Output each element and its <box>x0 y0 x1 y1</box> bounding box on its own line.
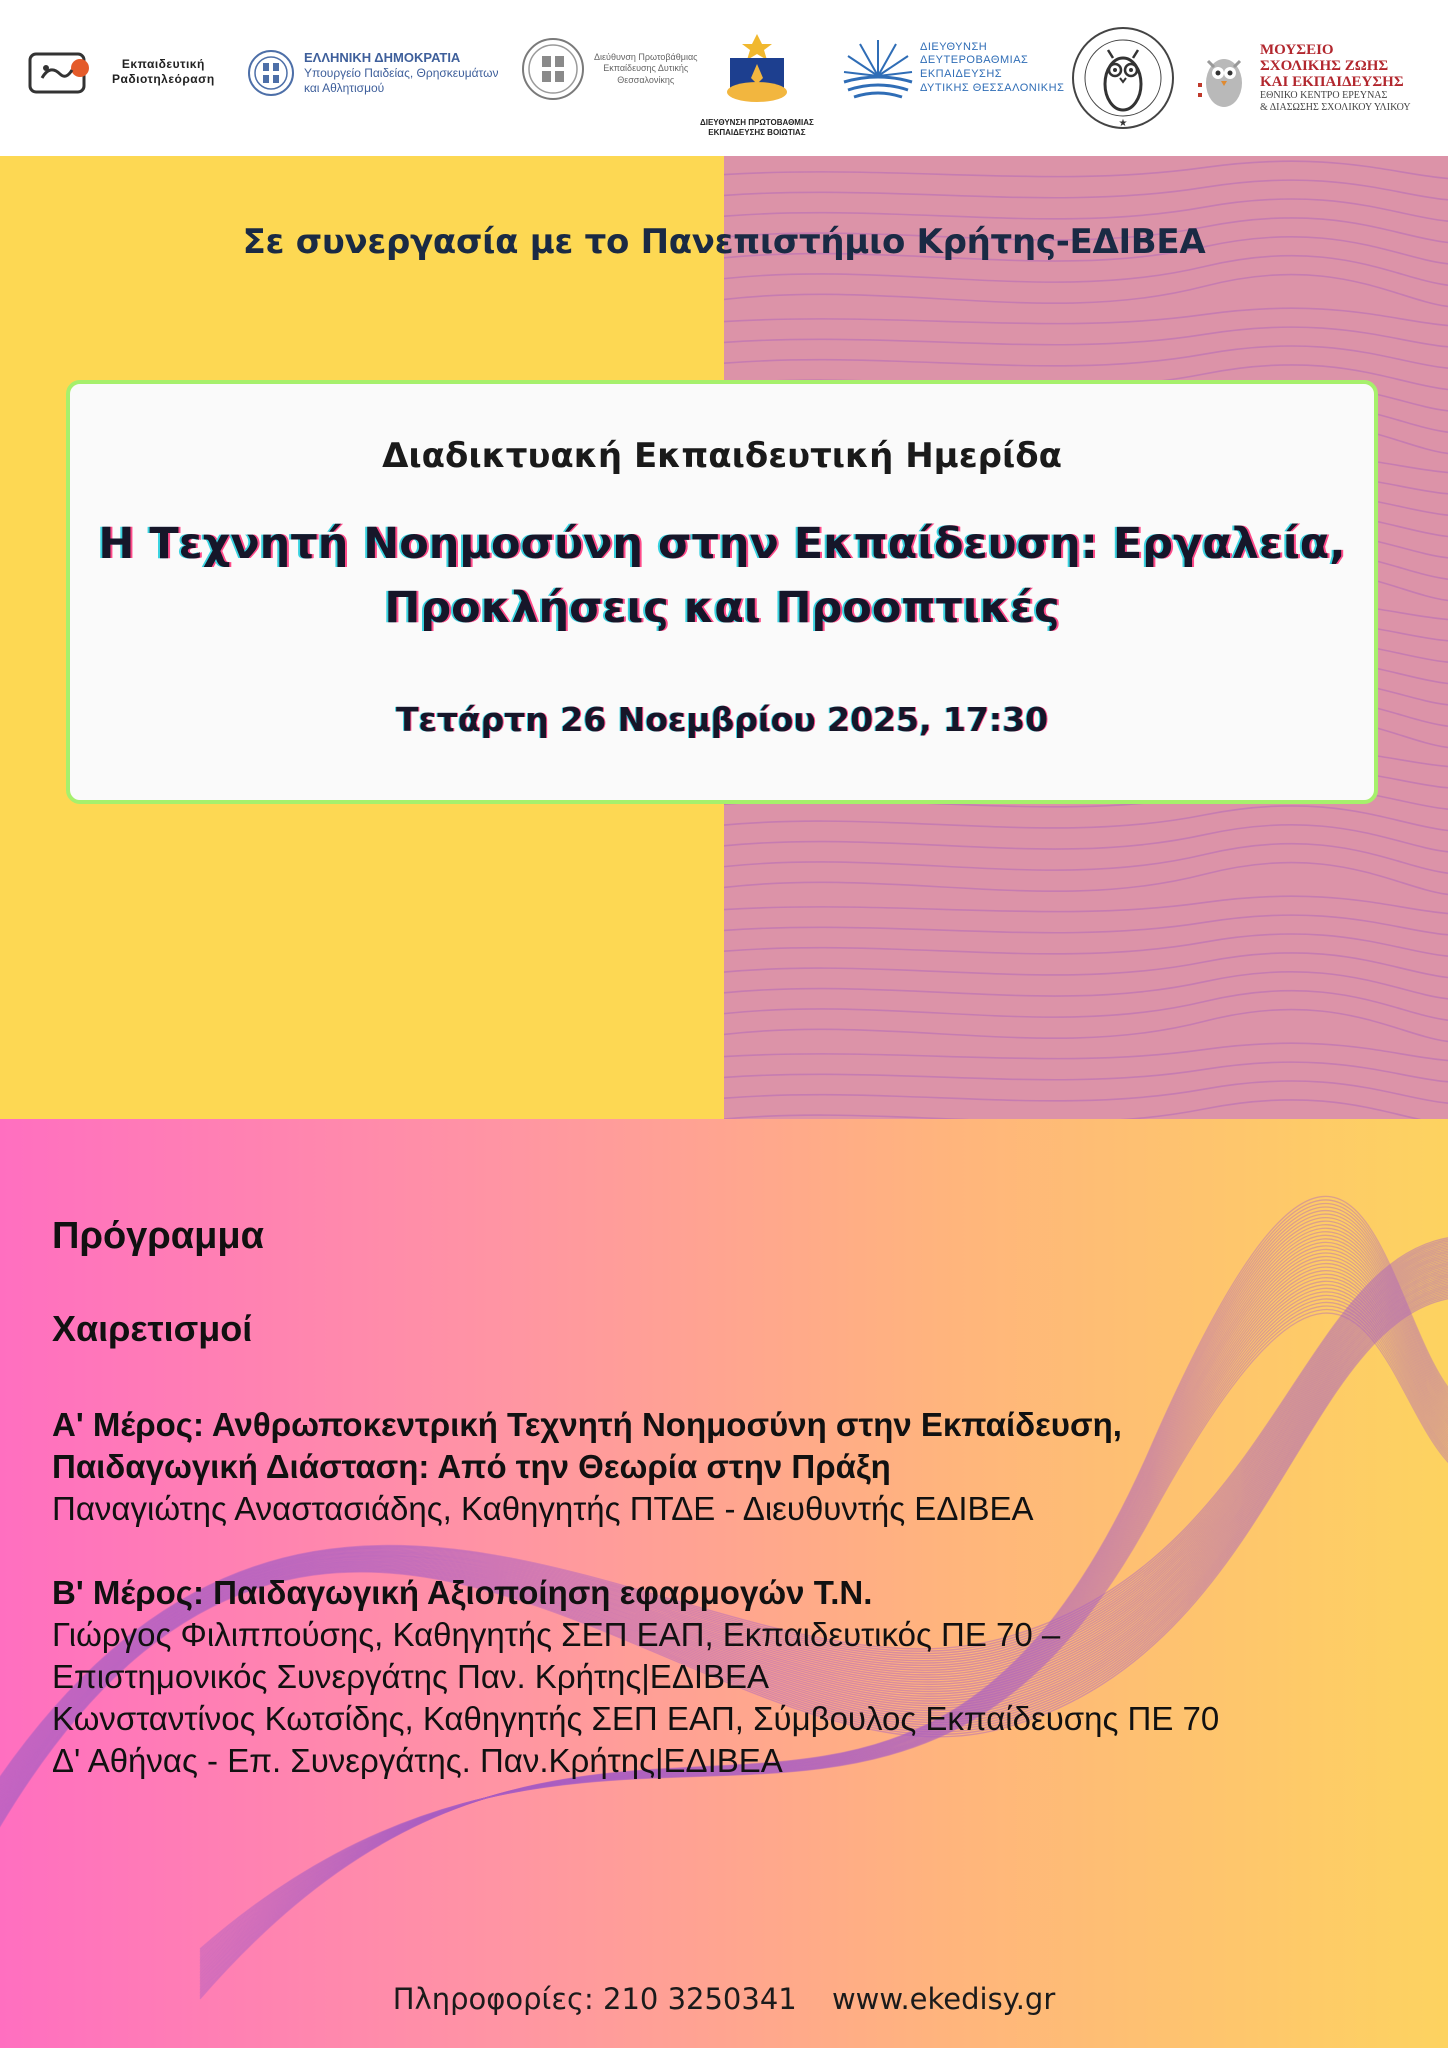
welcome-item: Χαιρετισμοί <box>52 1308 253 1349</box>
sunburst-icon <box>842 36 914 100</box>
part-b-speaker-1a: Γιώργος Φιλιππούσης, Καθηγητής ΣΕΠ ΕΑΠ, Εκπαιδευτικός ΠΕ 70 – <box>52 1616 1061 1653</box>
dpe-viotia-logo <box>700 30 814 138</box>
partner-line: Σε συνεργασία με το Πανεπιστήμιο Κρήτης-ΕΔΙΒΕΑ <box>242 222 1206 262</box>
dde-west-line1: ΔΙΕΥΘΥΝΣΗ <box>920 40 988 53</box>
part-b-speaker-2b: Δ' Αθήνας - Επ. Συνεργάτης. Παν.Κρήτης|ΕΔΙΒΕΑ <box>52 1742 783 1779</box>
edu-tv-logo <box>28 48 215 96</box>
owl-icon <box>1194 43 1252 113</box>
event-title-line1: Η Τεχνητή Νοημοσύνη στην Εκπαίδευση: Εργαλεία, <box>98 519 1346 569</box>
part-a-title-line2: Παιδαγωγική Διάσταση: Από την Θεωρία στην Πράξη <box>52 1448 891 1485</box>
dde-west-line3: ΕΚΠΑΙΔΕΥΣΗΣ <box>920 68 1003 80</box>
dde-west-thessaloniki-logo <box>842 36 1064 100</box>
ministry-line3: και Αθλητισμού <box>304 81 385 96</box>
owl-seal-logo <box>1068 22 1178 134</box>
dde-west-line4: ΔΥΤΙΚΗΣ ΘΕΣΣΑΛΟΝΙΚΗΣ <box>920 81 1065 94</box>
greek-emblem-icon <box>520 36 586 102</box>
dpe-viotia-line2: ΕΚΠΑΙΔΕΥΣΗΣ ΒΟΙΩΤΙΑΣ <box>708 128 806 137</box>
footer-website[interactable]: www.ekedisy.gr <box>831 1982 1056 2016</box>
owl-shield-icon <box>712 30 802 116</box>
museum-line5: & ΔΙΑΣΩΣΗΣ ΣΧΟΛΙΚΟΥ ΥΛΙΚΟΥ <box>1260 102 1411 113</box>
program-part-b <box>52 1572 1422 1782</box>
part-b-speaker-2a: Κωνσταντίνος Κωτσίδης, Καθηγητής ΣΕΠ ΕΑΠ, Σύμβουλος Εκπαίδευσης ΠΕ 70 <box>52 1700 1220 1737</box>
program-section <box>52 1215 1422 1824</box>
part-b-title: Β' Μέρος: Παιδαγωγική Αξιοποίηση εφαρμογών Τ.Ν. <box>52 1574 873 1611</box>
event-date: Τετάρτη 26 Νοεμβρίου 2025, 17:30 <box>395 700 1049 739</box>
edu-tv-icon <box>28 48 94 96</box>
dpe-west-line3: Θεσσαλονίκης <box>617 74 675 85</box>
greek-emblem-icon <box>246 48 296 98</box>
ministry-logo <box>246 48 499 98</box>
dpe-west-line2: Εκπαίδευσης Δυτικής <box>603 63 689 74</box>
ministry-line1: ΕΛΛΗΝΙΚΗ ΔΗΜΟΚΡΑΤΙΑ <box>304 49 461 65</box>
edu-tv-line2: Ραδιοτηλεόραση <box>112 72 215 86</box>
museum-line2: ΣΧΟΛΙΚΗΣ ΖΩΗΣ <box>1260 58 1389 74</box>
museum-line1: ΜΟΥΣΕΙΟ <box>1260 42 1334 58</box>
footer-phone: Πληροφορίες: 210 3250341 <box>392 1982 797 2016</box>
program-heading: Πρόγραμμα <box>52 1215 265 1257</box>
dde-west-line2: ΔΕΥΤΕΡΟΒΑΘΜΙΑΣ <box>920 54 1029 67</box>
program-part-a <box>52 1404 1422 1530</box>
school-life-museum-logo <box>1194 42 1411 114</box>
dpe-west-thessaloniki-logo <box>520 36 698 102</box>
museum-line4: ΕΘΝΙΚΟ ΚΕΝΤΡΟ ΕΡΕΥΝΑΣ <box>1260 90 1388 101</box>
event-title-line2: Προκλήσεις και Προοπτικές <box>384 583 1060 633</box>
museum-line3: ΚΑΙ ΕΚΠΑΙΔΕΥΣΗΣ <box>1260 74 1404 90</box>
owl-seal-icon <box>1068 22 1178 134</box>
event-title <box>70 512 1374 640</box>
event-type: Διαδικτυακή Εκπαιδευτική Ημερίδα <box>382 436 1062 476</box>
dpe-west-line1: Διεύθυνση Πρωτοβάθμιας <box>594 52 698 63</box>
event-card <box>66 380 1378 804</box>
svg-text:★: ★ <box>1118 118 1128 129</box>
dpe-viotia-line1: ΔΙΕΥΘΥΝΣΗ ΠΡΩΤΟΒΑΘΜΙΑΣ <box>700 118 814 127</box>
part-a-title-line1: Α' Μέρος: Ανθρωποκεντρική Τεχνητή Νοημοσύνη στην Εκπαίδευση, <box>52 1406 1122 1443</box>
part-b-speaker-1b: Επιστημονικός Συνεργάτης Παν. Κρήτης|ΕΔΙΒΕΑ <box>52 1658 770 1695</box>
part-a-speaker: Παναγιώτης Αναστασιάδης, Καθηγητής ΠΤΔΕ - Διευθυντής ΕΔΙΒΕΑ <box>52 1490 1034 1527</box>
footer <box>0 1982 1448 2016</box>
logo-bar <box>0 0 1448 156</box>
ministry-line2: Υπουργείο Παιδείας, Θρησκευμάτων <box>304 66 499 81</box>
edu-tv-line1: Εκπαιδευτική <box>121 57 205 71</box>
